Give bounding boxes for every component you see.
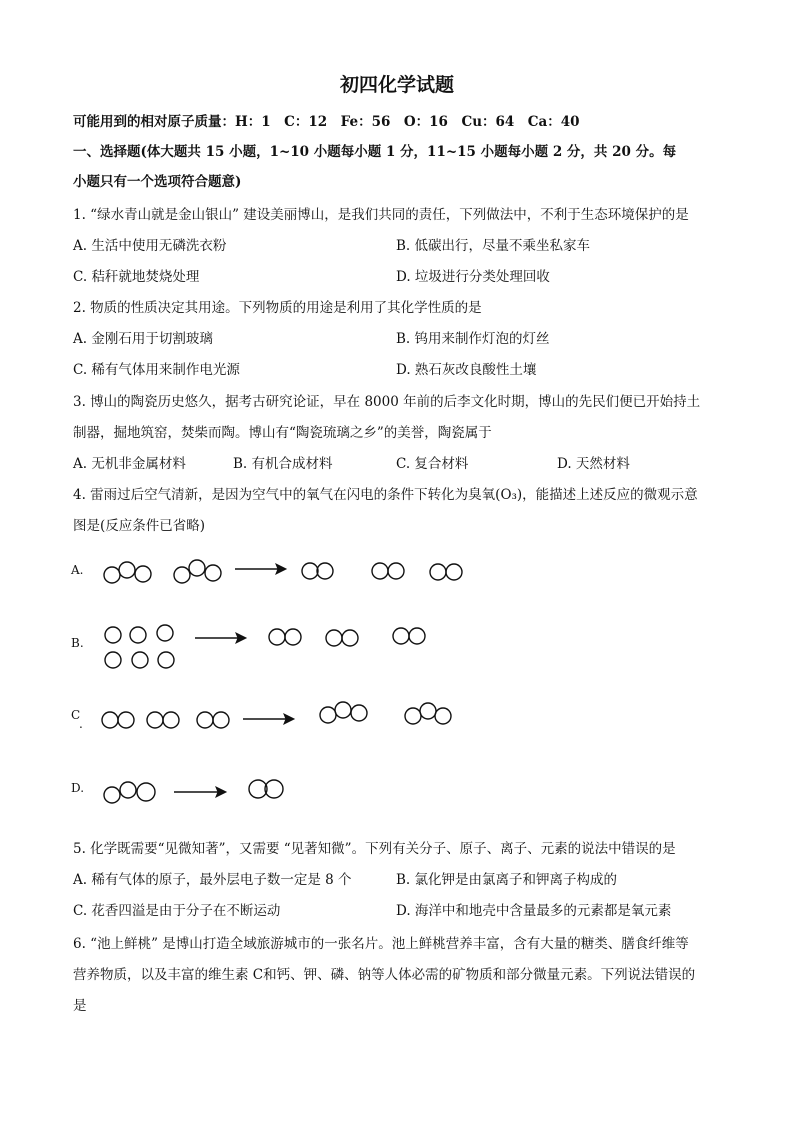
q3-option-b: B. 有机合成材料 <box>233 456 333 472</box>
q1-option-a: A. 生活中使用无磷洗衣粉 <box>73 238 227 254</box>
q5-option-b: B. 氯化钾是由氯离子和钾离子构成的 <box>396 872 618 888</box>
q4-option-b-label: B. <box>71 636 84 650</box>
q2-option-c: C. 稀有气体用来制作电光源 <box>73 362 240 378</box>
molecule-o2-d1 <box>249 780 283 798</box>
q3-stem-line-1: 3. 博山的陶瓷历史悠久，据考古研究论证，早在 8000 年前的后李文化时期，博山的先民们便已开始持土 <box>73 394 701 410</box>
q3-option-a: A. 无机非金属材料 <box>73 456 186 472</box>
q1-option-b: B. 低碳出行，尽量不乘坐私家车 <box>396 238 591 254</box>
q3-option-d: D. 天然材料 <box>557 456 630 472</box>
section-heading-line-1: 一、选择题(体大题共 15 小题，1~10 小题每小题 1 分，11~15 小题每小题 2 分，共 20 分。每 <box>73 144 677 160</box>
q2-option-b: B. 钨用来制作灯泡的灯丝 <box>396 331 550 347</box>
q1-option-d: D. 垃圾进行分类处理回收 <box>396 269 550 285</box>
q4-option-d-label: D. <box>71 781 85 795</box>
q3-option-c: C. 复合材料 <box>396 456 469 472</box>
q4-option-c-label: C <box>71 708 81 722</box>
q4-stem-line-1: 4. 雷雨过后空气清新，是因为空气中的氧气在闪电的条件下转化为臭氧(O₃)，能描述上述反应的微观示意 <box>73 487 698 503</box>
q5-option-d: D. 海洋中和地壳中含量最多的元素都是氧元素 <box>396 903 672 919</box>
q6-stem-line-3: 是 <box>73 998 87 1014</box>
q2-option-d: D. 熟石灰改良酸性土壤 <box>396 362 537 378</box>
section-heading-line-2: 小题只有一个选项符合题意) <box>73 174 242 190</box>
q5-option-c: C. 花香四溢是由于分子在不断运动 <box>73 903 281 919</box>
q6-stem-line-1: 6. “池上鲜桃” 是博山打造全域旅游城市的一张名片。池上鲜桃营养丰富，含有大量的糖类、膳食纤维等 <box>73 936 689 952</box>
q4-stem-line-2: 图是(反应条件已省略) <box>73 518 206 534</box>
q2-option-a: A. 金刚石用于切割玻璃 <box>73 331 213 347</box>
q1-stem: 1. “绿水青山就是金山银山” 建设美丽博山，是我们共同的责任，下列做法中，不利于生态环境保护的是 <box>73 207 689 223</box>
molecule-o3-d1 <box>104 782 155 803</box>
q2-stem: 2. 物质的性质决定其用途。下列物质的用途是利用了其化学性质的是 <box>73 300 482 316</box>
q6-stem-line-2: 营养物质，以及丰富的维生素 C和钙、钾、磷、钠等人体必需的矿物质和部分微量元素。下列说法错误的 <box>73 967 696 983</box>
q4-option-c-dot: . <box>79 717 83 731</box>
q3-stem-line-2: 制器，掘地筑窑，焚柴而陶。博山有“陶瓷琉璃之乡”的美誉，陶瓷属于 <box>73 425 492 441</box>
page-title: 初四化学试题 <box>339 74 454 96</box>
q4-option-a-label: A. <box>71 563 84 577</box>
q5-option-a: A. 稀有气体的原子，最外层电子数一定是 8 个 <box>73 872 352 888</box>
reaction-arrow <box>174 787 226 797</box>
atomic-masses: 可能用到的相对原子质量：H：1 C：12 Fe：56 O：16 Cu：64 Ca：40 <box>73 114 580 130</box>
q1-option-c: C. 秸秆就地焚烧处理 <box>73 269 200 285</box>
q5-stem: 5. 化学既需要“见微知著”，又需要 “见著知微”。下列有关分子、原子、离子、元素的说法中错误的是 <box>73 841 676 857</box>
